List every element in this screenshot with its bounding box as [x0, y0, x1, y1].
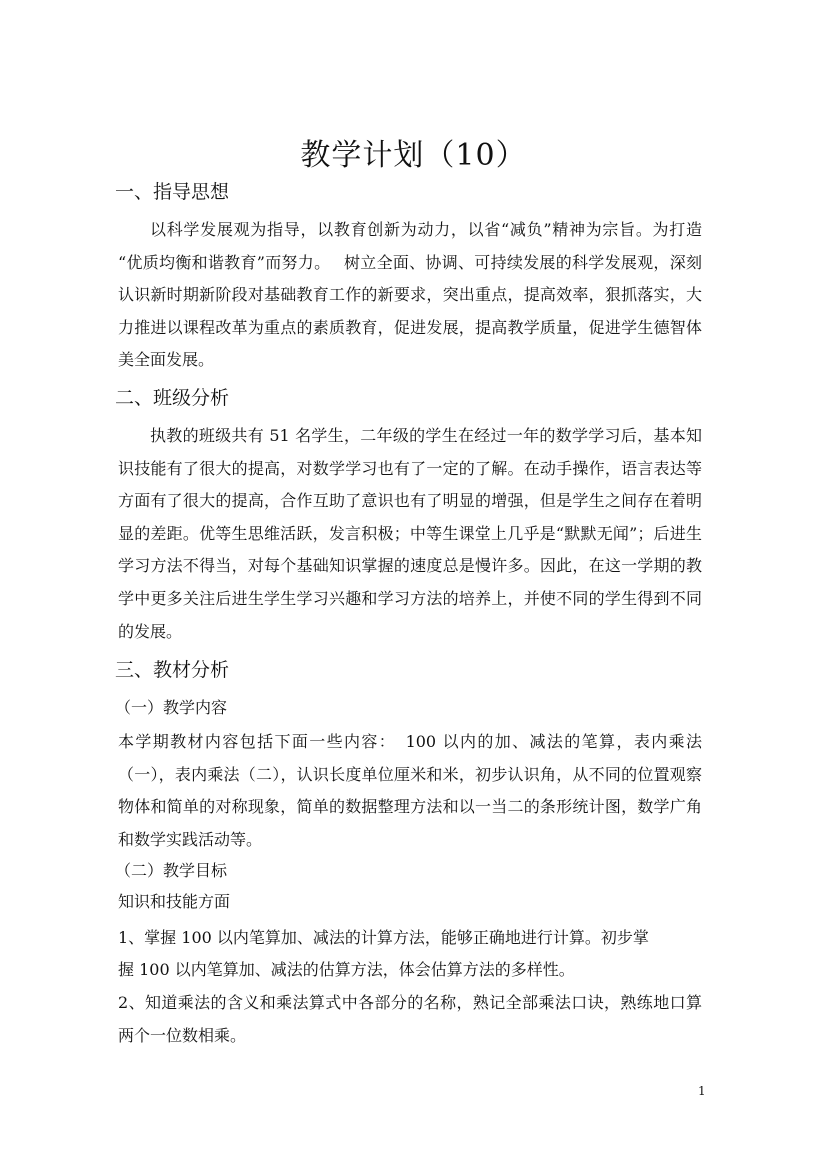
document-title: 教学计划（10） — [300, 138, 527, 173]
section-heading-textbook-analysis: 三、教材分析 — [115, 659, 230, 681]
subheading-teaching-content: （一）教学内容 — [115, 698, 228, 717]
section-heading-class-analysis: 二、班级分析 — [115, 387, 230, 409]
paragraph-guiding-ideology: 以科学发展观为指导，以教育创新为动力，以省“减负”精神为宗旨。为打造 “优质均衡和谐教育”而努力。 树立全面、协调、可持续发展的科学发展观，深刻认识新时期新阶段对基础教育工作的新要求，突出重点，提高效率，狠抓落实，大力推进以课程改革为重点的素质教育，促进发展，提高教学质量，促进学生德智体美全面发展。 — [118, 220, 702, 370]
paragraph-class-analysis: 执教的班级共有 51 名学生，二年级的学生在经过一年的数学学习后，基本知识技能有了很大的提高，对数学学习也有了一定的了解。在动手操作，语言表达等方面有了很大的提高，合作互助了意识也有了明显的增强，但是学生之间存在着明显的差距。优等生思维活跃，发言积极；中等生课堂上几乎是“默默无闻”；后进生学习方法不得当，对每个基础知识掌握的速度总是慢许多。因此，在这一学期的教学中更多关注后进生学生学习兴趣和学习方法的培养上，并使不同的学生得到不同的发展。 — [118, 426, 702, 641]
list-item-2: 2、知道乘法的含义和乘法算式中各部分的名称，熟记全部乘法口诀，熟练地口算两个一位数相乘。 — [118, 993, 702, 1045]
list-item-1-line-2: 握 100 以内笔算加、减法的估算方法，体会估算方法的多样性。 — [118, 960, 575, 979]
subheading-knowledge-skills: 知识和技能方面 — [118, 892, 231, 911]
section-heading-guiding-ideology: 一、指导思想 — [115, 181, 230, 203]
subheading-teaching-goals: （二）教学目标 — [115, 861, 228, 880]
list-item-1-line-1: 1、掌握 100 以内笔算加、减法的计算方法，能够正确地进行计算。初步掌 — [118, 928, 649, 947]
page-number: 1 — [698, 1084, 706, 1098]
paragraph-teaching-content: 本学期教材内容包括下面一些内容： 100 以内的加、减法的笔算，表内乘法（一），表内乘法（二），认识长度单位厘米和米，初步认识角，从不同的位置观察物体和简单的对称现象，简单的数据整理方法和以一当二的条形统计图，数学广角和数学实践活动等。 — [118, 732, 702, 849]
